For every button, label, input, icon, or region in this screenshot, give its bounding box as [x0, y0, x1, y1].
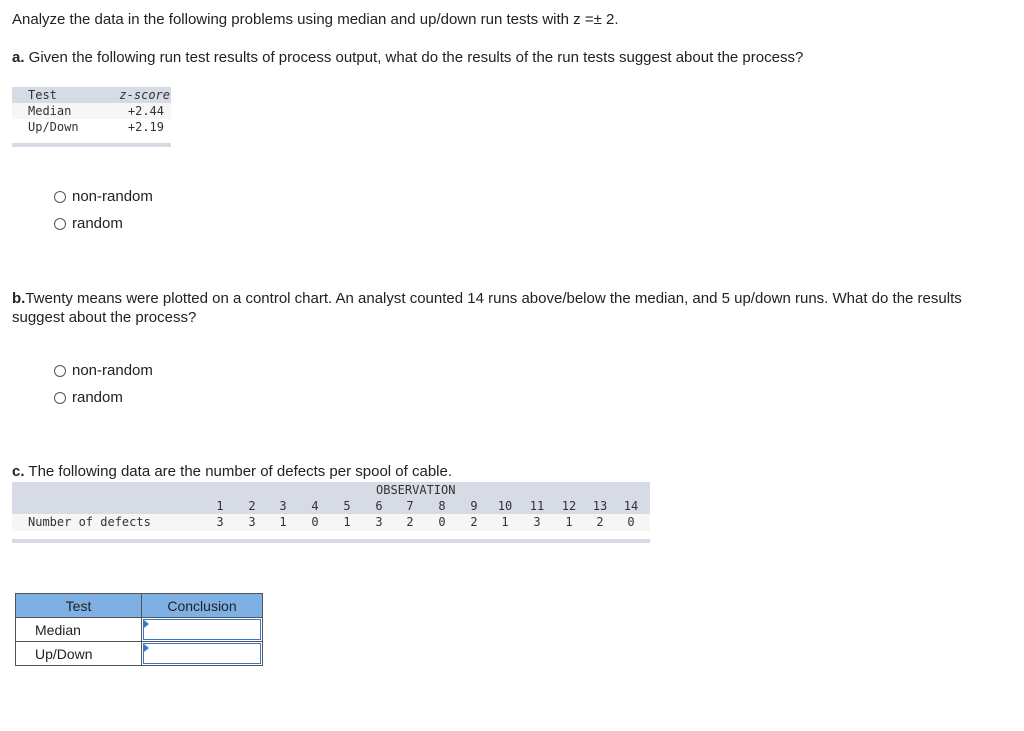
zscore-header-score: z-score [119, 88, 170, 102]
median-conclusion-dropdown[interactable] [142, 618, 263, 642]
part-b-label: b. [12, 290, 26, 307]
observation-number: 6 [375, 499, 383, 513]
zscore-test-updown: Up/Down [28, 120, 79, 134]
observation-number: 5 [343, 499, 351, 513]
observation-number: 10 [497, 499, 513, 513]
dropdown-triangle-icon [144, 620, 149, 628]
answer-header-test: Test [16, 594, 142, 618]
radio-label: random [72, 215, 123, 232]
zscore-header-test: Test [28, 88, 57, 102]
intro-text: Analyze the data in the following problems using median and up/down run tests with z =± 2. [12, 11, 619, 28]
answer-row-updown-label: Up/Down [16, 642, 142, 666]
observation-number: 1 [216, 499, 224, 513]
part-a-label: a. [12, 49, 25, 66]
dropdown-box[interactable] [143, 619, 261, 640]
radio-button[interactable] [54, 392, 66, 404]
table-row [16, 642, 263, 666]
part-c-text: The following data are the number of defects per spool of cable. [24, 463, 453, 480]
table-divider [12, 539, 650, 543]
defect-count: 1 [279, 515, 287, 529]
radio-label: non-random [72, 188, 153, 205]
radio-button[interactable] [54, 218, 66, 230]
defect-count: 0 [438, 515, 446, 529]
radio-label: non-random [72, 362, 153, 379]
part-b-question [12, 289, 1007, 327]
part-b-text: Twenty means were plotted on a control chart. An analyst counted 14 runs above/below the median, and 5 up/down runs. What do the results suggest about the process? [12, 290, 962, 326]
updown-conclusion-dropdown[interactable] [142, 642, 263, 666]
observation-number: 9 [470, 499, 478, 513]
observation-number: 7 [406, 499, 414, 513]
table-row [12, 514, 650, 531]
answer-table-header [16, 594, 263, 618]
answer-row-median-label: Median [16, 618, 142, 642]
answer-header-conclusion: Conclusion [142, 594, 263, 618]
zscore-test-median: Median [28, 104, 72, 118]
part-b-option-random[interactable] [54, 389, 123, 406]
part-a-option-random[interactable] [54, 215, 123, 232]
defect-count: 2 [596, 515, 604, 529]
observation-number-row [12, 498, 650, 514]
defect-count: 2 [406, 515, 414, 529]
dropdown-box[interactable] [143, 643, 261, 664]
part-c-label: c. [12, 463, 25, 480]
part-c-question [12, 462, 452, 481]
defect-count: 0 [311, 515, 319, 529]
defects-row-label: Number of defects [28, 515, 151, 529]
defects-table-group-header [12, 482, 650, 498]
radio-button[interactable] [54, 365, 66, 377]
zscore-value-median: +2.44 [127, 104, 164, 118]
defect-count: 3 [248, 515, 256, 529]
defect-count: 2 [470, 515, 478, 529]
table-row [12, 103, 171, 119]
dropdown-triangle-icon [144, 644, 149, 652]
defect-count: 3 [216, 515, 224, 529]
table-row [16, 618, 263, 642]
defect-count: 3 [375, 515, 383, 529]
part-a-option-nonrandom[interactable] [54, 188, 153, 205]
observation-number: 11 [529, 499, 545, 513]
defect-count: 3 [533, 515, 541, 529]
part-a-text: Given the following run test results of process output, what do the results of the run tests suggest about the process? [24, 49, 804, 66]
part-a-question [12, 48, 803, 67]
observation-number: 3 [279, 499, 287, 513]
part-b-option-nonrandom[interactable] [54, 362, 153, 379]
observation-number: 12 [561, 499, 577, 513]
observation-number: 4 [311, 499, 319, 513]
defect-count: 1 [343, 515, 351, 529]
defect-count: 1 [501, 515, 509, 529]
zscore-value-updown: +2.19 [127, 120, 164, 134]
table-divider [12, 143, 171, 147]
radio-label: random [72, 389, 123, 406]
table-row [12, 119, 171, 135]
observation-header: OBSERVATION [376, 483, 456, 497]
defect-count: 0 [627, 515, 635, 529]
observation-number: 8 [438, 499, 446, 513]
answer-table [15, 593, 263, 666]
defect-count: 1 [565, 515, 573, 529]
radio-button[interactable] [54, 191, 66, 203]
observation-number: 2 [248, 499, 256, 513]
zscore-table-header [12, 87, 171, 103]
observation-number: 13 [592, 499, 608, 513]
zscore-table [12, 87, 171, 147]
observation-number: 14 [623, 499, 639, 513]
defects-table [12, 482, 650, 543]
